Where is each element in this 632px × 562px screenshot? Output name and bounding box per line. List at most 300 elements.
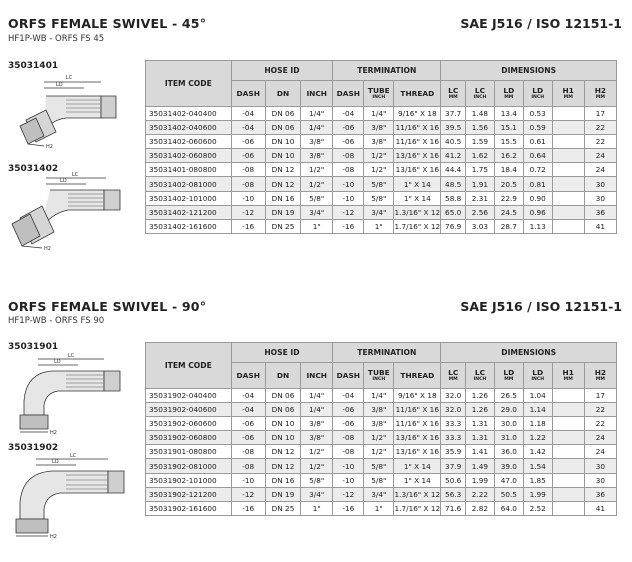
col-inch: INCH bbox=[301, 363, 333, 389]
table-body bbox=[146, 389, 617, 516]
col-group-dimensions: DIMENSIONS bbox=[441, 343, 617, 363]
cell-ld-inch: 1.99 bbox=[523, 487, 552, 501]
cell-thread: 13/16" X 16 bbox=[394, 445, 441, 459]
cell-lc-mm: 48.5 bbox=[441, 177, 466, 191]
col-h1 bbox=[552, 81, 584, 107]
table-row bbox=[146, 487, 617, 501]
part-label: 35031902 bbox=[8, 443, 59, 453]
cell-item-code: 35031902-060600 bbox=[146, 417, 232, 431]
cell-item-code: 35031902-060800 bbox=[146, 431, 232, 445]
col-lc-inch bbox=[465, 363, 494, 389]
cell-dn: DN 12 bbox=[265, 459, 300, 473]
cell-item-code: 35031402-101000 bbox=[146, 191, 232, 205]
cell-tube: 5/8" bbox=[364, 473, 394, 487]
cell-h2: 36 bbox=[584, 487, 616, 501]
col-group-hose-id: HOSE ID bbox=[231, 343, 333, 363]
cell-lc-mm: 56.3 bbox=[441, 487, 466, 501]
cell-ld-inch: 0.72 bbox=[523, 163, 552, 177]
cell-term-dash: -08 bbox=[333, 431, 364, 445]
cell-lc-inch: 1.75 bbox=[465, 163, 494, 177]
table-row bbox=[146, 121, 617, 135]
cell-thread: 1" X 14 bbox=[394, 177, 441, 191]
col-ld-inch bbox=[523, 81, 552, 107]
cell-item-code: 35031902-101000 bbox=[146, 473, 232, 487]
cell-ld-inch: 1.13 bbox=[523, 219, 552, 233]
col-tube bbox=[364, 363, 394, 389]
section-subtitle: HF1P-WB - ORFS FS 45 bbox=[8, 34, 105, 44]
col-h2 bbox=[584, 81, 616, 107]
col-term-dash: DASH bbox=[333, 363, 364, 389]
cell-lc-mm: 33.3 bbox=[441, 431, 466, 445]
cell-thread: 1.7/16" X 12 bbox=[394, 219, 441, 233]
cell-ld-inch: 0.90 bbox=[523, 191, 552, 205]
cell-ld-mm: 39.0 bbox=[494, 459, 523, 473]
table-row bbox=[146, 389, 617, 403]
cell-lc-mm: 76.9 bbox=[441, 219, 466, 233]
cell-ld-mm: 28.7 bbox=[494, 219, 523, 233]
cell-h1 bbox=[552, 121, 584, 135]
cell-ld-inch: 1.04 bbox=[523, 389, 552, 403]
fitting-90-drawing-1 bbox=[6, 353, 136, 435]
cell-item-code: 35031402-040400 bbox=[146, 107, 232, 121]
cell-dash: -06 bbox=[231, 135, 265, 149]
cell-term-dash: -16 bbox=[333, 501, 364, 515]
cell-lc-mm: 50.6 bbox=[441, 473, 466, 487]
cell-h2: 24 bbox=[584, 431, 616, 445]
cell-inch: 5/8" bbox=[301, 473, 333, 487]
cell-term-dash: -04 bbox=[333, 389, 364, 403]
part-label: 35031901 bbox=[8, 342, 59, 352]
table-row bbox=[146, 431, 617, 445]
col-lc-mm bbox=[441, 363, 466, 389]
cell-h1 bbox=[552, 107, 584, 121]
cell-ld-inch: 0.64 bbox=[523, 149, 552, 163]
cell-ld-mm: 50.5 bbox=[494, 487, 523, 501]
cell-lc-mm: 35.9 bbox=[441, 445, 466, 459]
table-row bbox=[146, 149, 617, 163]
cell-lc-mm: 71.6 bbox=[441, 501, 466, 515]
cell-dash: -08 bbox=[231, 459, 265, 473]
col-ld-inch-label: LD bbox=[532, 368, 544, 377]
section-standard: SAE J516 / ISO 12151-1 bbox=[460, 16, 622, 31]
col-group-dimensions: DIMENSIONS bbox=[441, 61, 617, 81]
cell-h2: 41 bbox=[584, 219, 616, 233]
dim-h2-label: H2 bbox=[50, 430, 57, 435]
cell-lc-inch: 1.49 bbox=[465, 459, 494, 473]
cell-h2: 30 bbox=[584, 177, 616, 191]
table-row bbox=[146, 135, 617, 149]
cell-inch: 1/2" bbox=[301, 163, 333, 177]
cell-h1 bbox=[552, 445, 584, 459]
col-lc-mm-label: LC bbox=[448, 86, 459, 95]
cell-tube: 1/2" bbox=[364, 163, 394, 177]
cell-lc-inch: 2.22 bbox=[465, 487, 494, 501]
cell-tube: 3/8" bbox=[364, 121, 394, 135]
cell-dn: DN 06 bbox=[265, 121, 300, 135]
cell-inch: 1/4" bbox=[301, 389, 333, 403]
col-h1-label: H1 bbox=[562, 368, 574, 377]
cell-ld-inch: 0.59 bbox=[523, 121, 552, 135]
cell-tube: 3/8" bbox=[364, 135, 394, 149]
cell-ld-mm: 15.5 bbox=[494, 135, 523, 149]
cell-lc-inch: 2.82 bbox=[465, 501, 494, 515]
col-lc-mm-label: LC bbox=[448, 368, 459, 377]
cell-tube: 1" bbox=[364, 501, 394, 515]
cell-h2: 22 bbox=[584, 135, 616, 149]
cell-h2: 24 bbox=[584, 163, 616, 177]
cell-term-dash: -08 bbox=[333, 445, 364, 459]
cell-dn: DN 06 bbox=[265, 107, 300, 121]
cell-term-dash: -08 bbox=[333, 149, 364, 163]
cell-dn: DN 12 bbox=[265, 445, 300, 459]
cell-ld-inch: 0.81 bbox=[523, 177, 552, 191]
cell-h1 bbox=[552, 205, 584, 219]
cell-term-dash: -06 bbox=[333, 121, 364, 135]
cell-term-dash: -16 bbox=[333, 219, 364, 233]
cell-item-code: 35031902-121200 bbox=[146, 487, 232, 501]
col-dn: DN bbox=[265, 363, 300, 389]
cell-lc-inch: 1.62 bbox=[465, 149, 494, 163]
dim-lc-label: LC bbox=[70, 453, 77, 459]
cell-lc-mm: 32.0 bbox=[441, 389, 466, 403]
col-lc-inch bbox=[465, 81, 494, 107]
cell-inch: 5/8" bbox=[301, 191, 333, 205]
dim-lc-label: LC bbox=[68, 353, 75, 359]
cell-thread: 11/16" X 16 bbox=[394, 135, 441, 149]
cell-h1 bbox=[552, 149, 584, 163]
col-dn: DN bbox=[265, 81, 300, 107]
cell-ld-mm: 16.2 bbox=[494, 149, 523, 163]
col-group-termination: TERMINATION bbox=[333, 61, 441, 81]
cell-inch: 1/4" bbox=[301, 121, 333, 135]
cell-dash: -16 bbox=[231, 501, 265, 515]
cell-h1 bbox=[552, 459, 584, 473]
col-ld-mm-label: LD bbox=[503, 368, 515, 377]
cell-h2: 36 bbox=[584, 205, 616, 219]
table-row bbox=[146, 445, 617, 459]
col-lc-mm-unit: MM bbox=[448, 377, 458, 382]
cell-term-dash: -06 bbox=[333, 135, 364, 149]
col-tube-unit: INCH bbox=[372, 377, 386, 382]
dim-h2-label: H2 bbox=[44, 246, 51, 252]
cell-lc-mm: 37.7 bbox=[441, 107, 466, 121]
dim-ld-label: LD bbox=[52, 459, 59, 465]
cell-dn: DN 10 bbox=[265, 135, 300, 149]
cell-tube: 5/8" bbox=[364, 191, 394, 205]
cell-thread: 1" X 14 bbox=[394, 191, 441, 205]
cell-term-dash: -10 bbox=[333, 473, 364, 487]
fitting-90-drawing-2 bbox=[6, 453, 136, 539]
cell-ld-inch: 1.54 bbox=[523, 459, 552, 473]
cell-h1 bbox=[552, 135, 584, 149]
cell-lc-mm: 32.0 bbox=[441, 403, 466, 417]
cell-h1 bbox=[552, 487, 584, 501]
cell-h2: 22 bbox=[584, 121, 616, 135]
col-ld-inch-unit: INCH bbox=[531, 95, 545, 100]
cell-ld-mm: 13.4 bbox=[494, 107, 523, 121]
cell-inch: 1/4" bbox=[301, 403, 333, 417]
col-group-hose-id: HOSE ID bbox=[231, 61, 333, 81]
cell-thread: 1.7/16" X 12 bbox=[394, 501, 441, 515]
cell-dn: DN 06 bbox=[265, 389, 300, 403]
table-row bbox=[146, 459, 617, 473]
cell-ld-inch: 1.42 bbox=[523, 445, 552, 459]
cell-dn: DN 10 bbox=[265, 417, 300, 431]
cell-h1 bbox=[552, 473, 584, 487]
cell-ld-mm: 18.4 bbox=[494, 163, 523, 177]
cell-lc-mm: 40.5 bbox=[441, 135, 466, 149]
section-title: ORFS FEMALE SWIVEL - 45° bbox=[8, 16, 207, 31]
table-row bbox=[146, 473, 617, 487]
cell-lc-inch: 3.03 bbox=[465, 219, 494, 233]
cell-ld-mm: 15.1 bbox=[494, 121, 523, 135]
cell-lc-inch: 1.31 bbox=[465, 417, 494, 431]
cell-dash: -04 bbox=[231, 403, 265, 417]
cell-item-code: 35031902-040400 bbox=[146, 389, 232, 403]
cell-dash: -06 bbox=[231, 417, 265, 431]
cell-ld-mm: 47.0 bbox=[494, 473, 523, 487]
cell-tube: 3/4" bbox=[364, 487, 394, 501]
col-term-dash: DASH bbox=[333, 81, 364, 107]
cell-ld-mm: 20.5 bbox=[494, 177, 523, 191]
cell-inch: 3/4" bbox=[301, 205, 333, 219]
cell-dash: -12 bbox=[231, 205, 265, 219]
cell-ld-inch: 2.52 bbox=[523, 501, 552, 515]
cell-h1 bbox=[552, 417, 584, 431]
col-h2-label: H2 bbox=[594, 86, 607, 95]
cell-dash: -10 bbox=[231, 191, 265, 205]
cell-ld-inch: 0.96 bbox=[523, 205, 552, 219]
cell-dn: DN 19 bbox=[265, 205, 300, 219]
table-row bbox=[146, 177, 617, 191]
col-ld-inch-label: LD bbox=[532, 86, 544, 95]
cell-h1 bbox=[552, 163, 584, 177]
cell-lc-inch: 1.59 bbox=[465, 135, 494, 149]
cell-item-code: 35031401-080800 bbox=[146, 163, 232, 177]
col-h2-unit: MM bbox=[595, 95, 605, 100]
cell-inch: 3/8" bbox=[301, 135, 333, 149]
dim-ld-label: LD bbox=[54, 359, 61, 365]
cell-tube: 3/8" bbox=[364, 417, 394, 431]
cell-item-code: 35031902-081000 bbox=[146, 459, 232, 473]
cell-item-code: 35031402-081000 bbox=[146, 177, 232, 191]
cell-dn: DN 16 bbox=[265, 191, 300, 205]
cell-dash: -08 bbox=[231, 445, 265, 459]
col-item-code: ITEM CODE bbox=[146, 343, 232, 389]
cell-term-dash: -06 bbox=[333, 403, 364, 417]
cell-inch: 3/4" bbox=[301, 487, 333, 501]
cell-h1 bbox=[552, 403, 584, 417]
cell-lc-inch: 2.56 bbox=[465, 205, 494, 219]
cell-thread: 11/16" X 16 bbox=[394, 121, 441, 135]
col-lc-inch-unit: INCH bbox=[473, 95, 487, 100]
cell-h2: 30 bbox=[584, 191, 616, 205]
cell-inch: 1/2" bbox=[301, 177, 333, 191]
fitting-45-drawing-1 bbox=[6, 70, 136, 150]
cell-thread: 13/16" X 16 bbox=[394, 163, 441, 177]
cell-inch: 1" bbox=[301, 219, 333, 233]
cell-term-dash: -08 bbox=[333, 163, 364, 177]
cell-dash: -04 bbox=[231, 121, 265, 135]
col-ld-mm bbox=[494, 363, 523, 389]
cell-dn: DN 12 bbox=[265, 177, 300, 191]
cell-dash: -06 bbox=[231, 149, 265, 163]
cell-lc-mm: 44.4 bbox=[441, 163, 466, 177]
cell-dash: -08 bbox=[231, 177, 265, 191]
cell-dash: -04 bbox=[231, 389, 265, 403]
cell-ld-inch: 1.22 bbox=[523, 431, 552, 445]
cell-h2: 17 bbox=[584, 389, 616, 403]
cell-h1 bbox=[552, 177, 584, 191]
cell-thread: 1" X 14 bbox=[394, 473, 441, 487]
section-standard: SAE J516 / ISO 12151-1 bbox=[460, 299, 622, 314]
cell-thread: 1.3/16" X 12 bbox=[394, 205, 441, 219]
cell-lc-inch: 1.31 bbox=[465, 431, 494, 445]
cell-term-dash: -10 bbox=[333, 191, 364, 205]
cell-dn: DN 10 bbox=[265, 149, 300, 163]
dim-h2-label: H2 bbox=[50, 534, 57, 539]
cell-dn: DN 10 bbox=[265, 431, 300, 445]
cell-inch: 1/2" bbox=[301, 445, 333, 459]
cell-dn: DN 06 bbox=[265, 403, 300, 417]
col-inch: INCH bbox=[301, 81, 333, 107]
cell-ld-mm: 29.0 bbox=[494, 403, 523, 417]
part-label: 35031402 bbox=[8, 164, 59, 174]
cell-thread: 11/16" X 16 bbox=[394, 403, 441, 417]
cell-h2: 30 bbox=[584, 473, 616, 487]
cell-tube: 3/4" bbox=[364, 205, 394, 219]
cell-h1 bbox=[552, 219, 584, 233]
col-h1-unit: MM bbox=[563, 377, 573, 382]
cell-dash: -08 bbox=[231, 163, 265, 177]
cell-item-code: 35031402-161600 bbox=[146, 219, 232, 233]
cell-inch: 3/8" bbox=[301, 417, 333, 431]
cell-item-code: 35031402-060600 bbox=[146, 135, 232, 149]
cell-tube: 1/2" bbox=[364, 431, 394, 445]
col-lc-inch-label: LC bbox=[474, 86, 485, 95]
col-lc-inch-unit: INCH bbox=[473, 377, 487, 382]
cell-tube: 3/8" bbox=[364, 403, 394, 417]
cell-lc-mm: 41.2 bbox=[441, 149, 466, 163]
cell-ld-inch: 1.14 bbox=[523, 403, 552, 417]
col-tube-label: TUBE bbox=[367, 368, 390, 377]
cell-term-dash: -06 bbox=[333, 417, 364, 431]
col-tube-unit: INCH bbox=[372, 95, 386, 100]
cell-inch: 3/8" bbox=[301, 149, 333, 163]
col-ld-mm-unit: MM bbox=[504, 95, 514, 100]
table-row bbox=[146, 219, 617, 233]
cell-lc-inch: 1.99 bbox=[465, 473, 494, 487]
section-subtitle: HF1P-WB - ORFS FS 90 bbox=[8, 316, 105, 326]
cell-term-dash: -04 bbox=[333, 107, 364, 121]
dim-h2-label: H2 bbox=[46, 144, 53, 150]
cell-thread: 9/16" X 18 bbox=[394, 389, 441, 403]
cell-dash: -04 bbox=[231, 107, 265, 121]
cell-inch: 1" bbox=[301, 501, 333, 515]
cell-h2: 22 bbox=[584, 417, 616, 431]
spec-table-90 bbox=[145, 342, 617, 516]
col-dash: DASH bbox=[231, 363, 265, 389]
cell-item-code: 35031902-040600 bbox=[146, 403, 232, 417]
cell-term-dash: -12 bbox=[333, 487, 364, 501]
table-body bbox=[146, 107, 617, 234]
cell-thread: 9/16" X 18 bbox=[394, 107, 441, 121]
cell-tube: 1/4" bbox=[364, 107, 394, 121]
cell-ld-mm: 26.5 bbox=[494, 389, 523, 403]
cell-lc-mm: 58.8 bbox=[441, 191, 466, 205]
cell-ld-inch: 0.53 bbox=[523, 107, 552, 121]
col-h2-label: H2 bbox=[594, 368, 607, 377]
cell-tube: 1/2" bbox=[364, 445, 394, 459]
cell-lc-inch: 1.56 bbox=[465, 121, 494, 135]
cell-lc-inch: 1.26 bbox=[465, 389, 494, 403]
col-lc-inch-label: LC bbox=[474, 368, 485, 377]
col-ld-mm-unit: MM bbox=[504, 377, 514, 382]
cell-h1 bbox=[552, 431, 584, 445]
cell-lc-mm: 65.0 bbox=[441, 205, 466, 219]
table-row bbox=[146, 163, 617, 177]
cell-thread: 1" X 14 bbox=[394, 459, 441, 473]
col-tube bbox=[364, 81, 394, 107]
section-90 bbox=[0, 285, 632, 562]
dim-ld-label: LD bbox=[60, 178, 67, 184]
cell-h2: 24 bbox=[584, 149, 616, 163]
cell-thread: 13/16" X 16 bbox=[394, 431, 441, 445]
cell-tube: 5/8" bbox=[364, 459, 394, 473]
cell-lc-inch: 1.26 bbox=[465, 403, 494, 417]
cell-inch: 1/4" bbox=[301, 107, 333, 121]
cell-tube: 1" bbox=[364, 219, 394, 233]
cell-dn: DN 12 bbox=[265, 163, 300, 177]
cell-thread: 13/16" X 16 bbox=[394, 149, 441, 163]
col-tube-label: TUBE bbox=[367, 86, 390, 95]
cell-inch: 1/2" bbox=[301, 459, 333, 473]
cell-lc-inch: 1.91 bbox=[465, 177, 494, 191]
col-ld-mm bbox=[494, 81, 523, 107]
col-group-termination: TERMINATION bbox=[333, 343, 441, 363]
cell-h2: 41 bbox=[584, 501, 616, 515]
col-ld-mm-label: LD bbox=[503, 86, 515, 95]
col-ld-inch bbox=[523, 363, 552, 389]
dim-lc-label: LC bbox=[72, 172, 79, 178]
cell-item-code: 35031402-060800 bbox=[146, 149, 232, 163]
cell-dash: -16 bbox=[231, 219, 265, 233]
dim-ld-label: LD bbox=[56, 82, 63, 88]
cell-dn: DN 25 bbox=[265, 219, 300, 233]
cell-lc-mm: 37.9 bbox=[441, 459, 466, 473]
col-thread: THREAD bbox=[394, 363, 441, 389]
col-ld-inch-unit: INCH bbox=[531, 377, 545, 382]
cell-ld-inch: 1.85 bbox=[523, 473, 552, 487]
col-lc-mm-unit: MM bbox=[448, 95, 458, 100]
cell-term-dash: -10 bbox=[333, 177, 364, 191]
cell-h2: 24 bbox=[584, 445, 616, 459]
cell-tube: 1/2" bbox=[364, 149, 394, 163]
col-lc-mm bbox=[441, 81, 466, 107]
table-row bbox=[146, 107, 617, 121]
cell-term-dash: -10 bbox=[333, 459, 364, 473]
col-h1-label: H1 bbox=[562, 86, 574, 95]
cell-h2: 30 bbox=[584, 459, 616, 473]
cell-ld-inch: 1.18 bbox=[523, 417, 552, 431]
cell-dn: DN 19 bbox=[265, 487, 300, 501]
col-thread: THREAD bbox=[394, 81, 441, 107]
cell-ld-mm: 31.0 bbox=[494, 431, 523, 445]
cell-dash: -12 bbox=[231, 487, 265, 501]
cell-dn: DN 25 bbox=[265, 501, 300, 515]
cell-tube: 1/4" bbox=[364, 389, 394, 403]
cell-h1 bbox=[552, 389, 584, 403]
